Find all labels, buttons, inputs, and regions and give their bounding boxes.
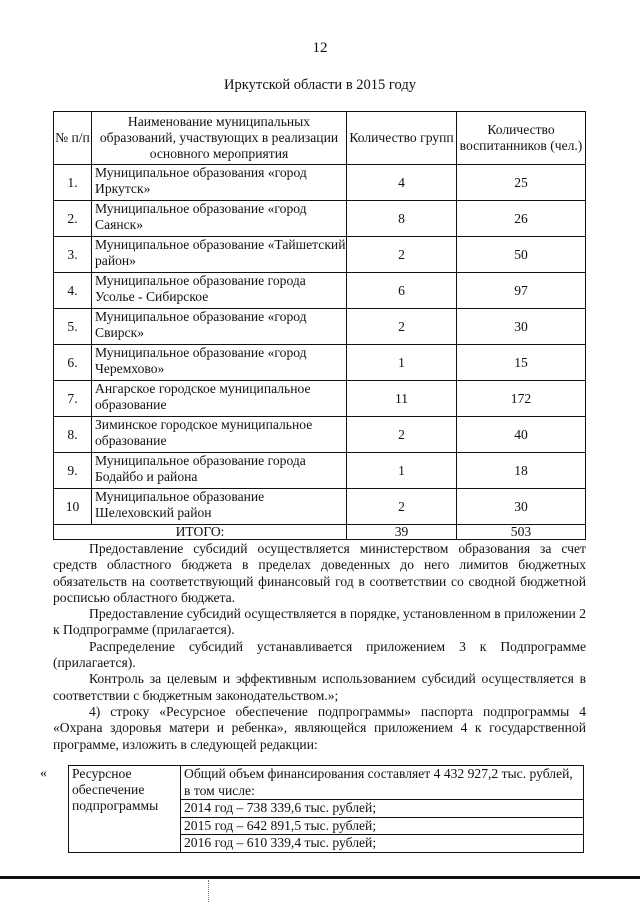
funding-table [68, 765, 584, 853]
row-num: 7. [54, 381, 92, 417]
total-label: ИТОГО: [54, 525, 347, 540]
row-pupils: 15 [457, 345, 586, 381]
row-name: Муниципальное образования «город Иркутск» [92, 165, 347, 201]
row-pupils: 97 [457, 273, 586, 309]
row-pupils: 30 [457, 309, 586, 345]
row-groups: 1 [347, 345, 457, 381]
row-pupils: 50 [457, 237, 586, 273]
body-text [53, 541, 586, 753]
table-header-row [54, 112, 586, 165]
row-name: Муниципальное образование «город Саянск» [92, 201, 347, 237]
page-bottom-rule [0, 876, 640, 879]
row-name: Муниципальное образование Шелеховский район [92, 489, 347, 525]
row-num: 2. [54, 201, 92, 237]
row-num: 10 [54, 489, 92, 525]
table-row [54, 453, 586, 489]
paragraph: 4) строку «Ресурсное обеспечение подпрограммы» паспорта подпрограммы 4 «Охрана здоровья матери и ребенка», являющейся приложением 4 к государственной программе, изложить в следующей редакции: [53, 703, 586, 752]
header-name: Наименование муниципальных образований, участвующих в реализации основного мероприятия [92, 112, 347, 165]
header-groups: Количество групп [347, 112, 457, 165]
funding-line: 2014 год – 738 339,6 тыс. рублей; [181, 800, 583, 818]
funding-label: Ресурсное обеспечение подпрограммы [69, 766, 181, 853]
row-groups: 2 [347, 237, 457, 273]
row-name: Муниципальное образование «Тайшетский район» [92, 237, 347, 273]
row-name: Ангарское городское муниципальное образование [92, 381, 347, 417]
table-row [54, 237, 586, 273]
row-num: 8. [54, 417, 92, 453]
row-groups: 6 [347, 273, 457, 309]
municipal-table [53, 111, 586, 540]
row-name: Муниципальное образование «город Черемхово» [92, 345, 347, 381]
paragraph: Контроль за целевым и эффективным использованием субсидий осуществляется в соответствии с бюджетным законодательством.»; [53, 671, 586, 703]
row-groups: 1 [347, 453, 457, 489]
table-row [54, 273, 586, 309]
table-row [54, 489, 586, 525]
row-num: 5. [54, 309, 92, 345]
table-total-row [54, 525, 586, 540]
row-groups: 4 [347, 165, 457, 201]
header-pupils: Количество воспитанников (чел.) [457, 112, 586, 165]
row-pupils: 25 [457, 165, 586, 201]
row-num: 6. [54, 345, 92, 381]
row-groups: 11 [347, 381, 457, 417]
table-row [54, 309, 586, 345]
table-row [54, 201, 586, 237]
row-groups: 2 [347, 309, 457, 345]
row-num: 4. [54, 273, 92, 309]
table-row [54, 381, 586, 417]
row-groups: 2 [347, 417, 457, 453]
row-groups: 2 [347, 489, 457, 525]
paragraph: Предоставление субсидий осуществляется министерством образования за счет средств областного бюджета в пределах доведенных до него лимитов бюджетных обязательств на соответствующий финансовый год в соответствии со сводной бюджетной росписью областного бюджета. [53, 541, 586, 605]
table-caption: Иркутской области в 2015 году [224, 77, 416, 93]
table-row [54, 165, 586, 201]
opening-quote: « [40, 766, 47, 781]
row-num: 1. [54, 165, 92, 201]
total-pupils: 503 [457, 525, 586, 540]
row-pupils: 18 [457, 453, 586, 489]
row-groups: 8 [347, 201, 457, 237]
page-number: 12 [312, 40, 328, 56]
row-name: Муниципальное образование города Усолье - Сибирское [92, 273, 347, 309]
row-name: Муниципальное образование города Бодайбо и района [92, 453, 347, 489]
funding-line: 2015 год – 642 891,5 тыс. рублей; [181, 817, 583, 835]
funding-line: 2016 год – 610 339,4 тыс. рублей; [184, 835, 377, 850]
row-num: 3. [54, 237, 92, 273]
row-pupils: 26 [457, 201, 586, 237]
funding-line: Общий объем финансирования составляет 4 432 927,2 тыс. рублей, в том числе: [181, 766, 583, 800]
table-row [54, 345, 586, 381]
row-pupils: 40 [457, 417, 586, 453]
row-name: Зиминское городское муниципальное образование [92, 417, 347, 453]
paragraph: Распределение субсидий устанавливается приложением 3 к Подпрограмме (прилагается). [53, 638, 586, 671]
total-groups: 39 [347, 525, 457, 540]
header-num: № п/п [54, 112, 92, 165]
funding-details [181, 766, 584, 853]
row-pupils: 30 [457, 489, 586, 525]
row-name: Муниципальное образование «город Свирск» [92, 309, 347, 345]
paragraph: Предоставление субсидий осуществляется в порядке, установленном в приложении 2 к Подпрограмме (прилагается). [53, 606, 586, 638]
scan-mark [208, 880, 210, 902]
row-num: 9. [54, 453, 92, 489]
row-pupils: 172 [457, 381, 586, 417]
table-row [54, 417, 586, 453]
